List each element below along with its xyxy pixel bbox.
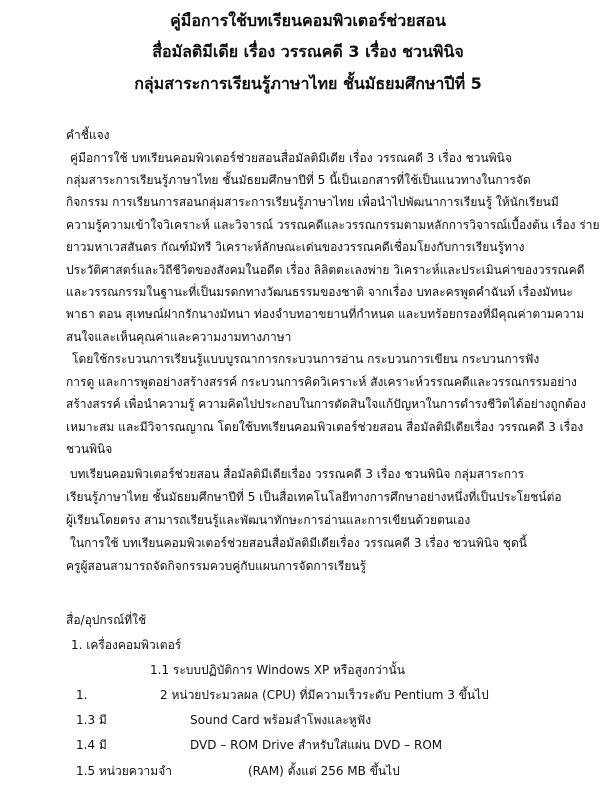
intro-p1-line-3: กิจกรรม การเรียนการสอนกลุ่มสาระการเรียนรู้ภาษาไทย เพื่อนำไปพัฒนาการเรียนรู้ ให้นักเรียนมี: [66, 195, 559, 209]
intro-p3-line-1: บทเรียนคอมพิวเตอร์ช่วยสอน สื่อมัลติมีเดียเรื่อง วรรณคดี 3 เรื่อง ชวนพินิจ กลุ่มสาระการ: [70, 467, 525, 481]
materials-item-1-5-number: 1.5 หน่วยความจำ: [76, 764, 172, 778]
materials-item-1-3-text: Sound Card พร้อมลำโพงและหูฟัง: [190, 713, 372, 727]
intro-p2-line-5: ชวนพินิจ: [66, 442, 113, 456]
intro-p2-line-4: เหมาะสม และมีวิจารณญาณ โดยใช้บทเรียนคอมพิวเตอร์ช่วยสอน สื่อมัลติมีเดียเรื่อง วรรณคดี 3 เรื่อง: [66, 420, 584, 434]
materials-item-1: 1. เครื่องคอมพิวเตอร์: [71, 638, 182, 652]
title-line-2: สื่อมัลติมีเดีย เรื่อง วรรณคดี 3 เรื่อง ชวนพินิจ: [152, 42, 464, 61]
intro-p1-line-8: พาธา ตอน สุเทษณ์ฝากรักนางมัทนา ท่องจำบทอาขยานที่กำหนด และบทร้อยกรองที่มีคุณค่าตามความ: [66, 307, 585, 321]
intro-p2-line-2: การดู และการพูดอย่างสร้างสรรค์ กระบวนการคิดวิเคราะห์ สังเคราะห์วรรณคดีและวรรณกรรมอย่าง: [66, 375, 577, 389]
intro-p1-line-2: กลุ่มสาระการเรียนรู้ภาษาไทย ชั้นมัธยมศึกษาปีที่ 5 นี้เป็นเอกสารที่ใช้เป็นแนวทางในการจัด: [66, 173, 531, 187]
materials-item-1-2-number: 1.: [76, 688, 88, 702]
intro-heading: คำชี้แจง: [66, 128, 110, 142]
intro-p1-line-4: ความรู้ความเข้าใจวิเคราะห์ และวิจารณ์ วรรณคดีและวรรณกรรมตามหลักการวิจารณ์เบื้องต้น เรื่อง ร่าย: [66, 218, 600, 232]
title-line-3: กลุ่มสาระการเรียนรู้ภาษาไทย ชั้นมัธยมศึกษาปีที่ 5: [134, 74, 482, 93]
intro-p3-line-3: ผู้เรียนโดยตรง สามารถเรียนรู้และพัฒนาทักษะการอ่านและการเขียนด้วยตนเอง: [66, 513, 471, 527]
intro-p1-line-6: ประวัติศาสตร์และวิถีชีวิตของสังคมในอดีต เรื่อง ลิลิตตะเลงพ่าย วิเคราะห์และประเมินค่าของวรรณคดี: [66, 263, 585, 277]
intro-p1-line-1: คู่มือการใช้ บทเรียนคอมพิวเตอร์ช่วยสอนสื่อมัลติมีเดีย เรื่อง วรรณคดี 3 เรื่อง ชวนพินิจ: [70, 151, 512, 165]
materials-item-1-4-number: 1.4 มี: [76, 738, 107, 752]
intro-p1-line-7: และวรรณกรรมในฐานะที่เป็นมรดกทางวัฒนธรรมของชาติ จากเรื่อง บทละครพูดคำฉันท์ เรื่องมัทนะ: [66, 285, 573, 299]
intro-p4-line-2: ครูผู้สอนสามารถจัดกิจกรรมควบคู่กับแผนการจัดการเรียนรู้: [66, 559, 367, 573]
intro-p4-line-1: ในการใช้ บทเรียนคอมพิวเตอร์ช่วยสอนสื่อมัลติมีเดียเรื่อง วรรณคดี 3 เรื่อง ชวนพินิจ ชุดนี้: [70, 536, 527, 550]
intro-p3-line-2: เรียนรู้ภาษาไทย ชั้นมัธยมศึกษาปีที่ 5 เป็นสื่อเทคโนโลยีทางการศึกษาอย่างหนึ่งที่เป็นประโยชน์ต่อ: [66, 490, 562, 504]
intro-p1-line-5: ยาวมหาเวสสันดร กัณฑ์มัทรี วิเคราะห์ลักษณะเด่นของวรรณคดีเชื่อมโยงกับการเรียนรู้ทาง: [66, 240, 525, 254]
materials-item-1-2-text: 2 หน่วยประมวลผล (CPU) ที่มีความเร็วระดับ Pentium 3 ขึ้นไป: [160, 688, 489, 702]
materials-item-1-5-text: (RAM) ตั้งแต่ 256 MB ขึ้นไป: [248, 764, 400, 778]
intro-p2-line-1: โดยใช้กระบวนการเรียนรู้แบบบูรณาการกระบวนการอ่าน กระบวนการเขียน กระบวนการฟัง: [72, 352, 540, 366]
materials-heading: สื่อ/อุปกรณ์ที่ใช้: [66, 613, 147, 627]
materials-item-1-4-text: DVD – ROM Drive สำหรับใส่แผ่น DVD – ROM: [190, 738, 443, 752]
materials-item-1-1: 1.1 ระบบปฏิบัติการ Windows XP หรือสูงกว่านั้น: [150, 663, 405, 677]
intro-p1-line-9: สนใจและเห็นคุณค่าและความงามทางภาษา: [66, 330, 292, 344]
materials-item-1-3-number: 1.3 มี: [76, 713, 107, 727]
intro-p2-line-3: สร้างสรรค์ เพื่อนำความรู้ ความคิดไปประกอบในการตัดสินใจแก้ปัญหาในการดำรงชีวิตได้อย่างถูกต้อง: [66, 397, 586, 411]
title-line-1: คู่มือการใช้บทเรียนคอมพิวเตอร์ช่วยสอน: [170, 11, 446, 30]
